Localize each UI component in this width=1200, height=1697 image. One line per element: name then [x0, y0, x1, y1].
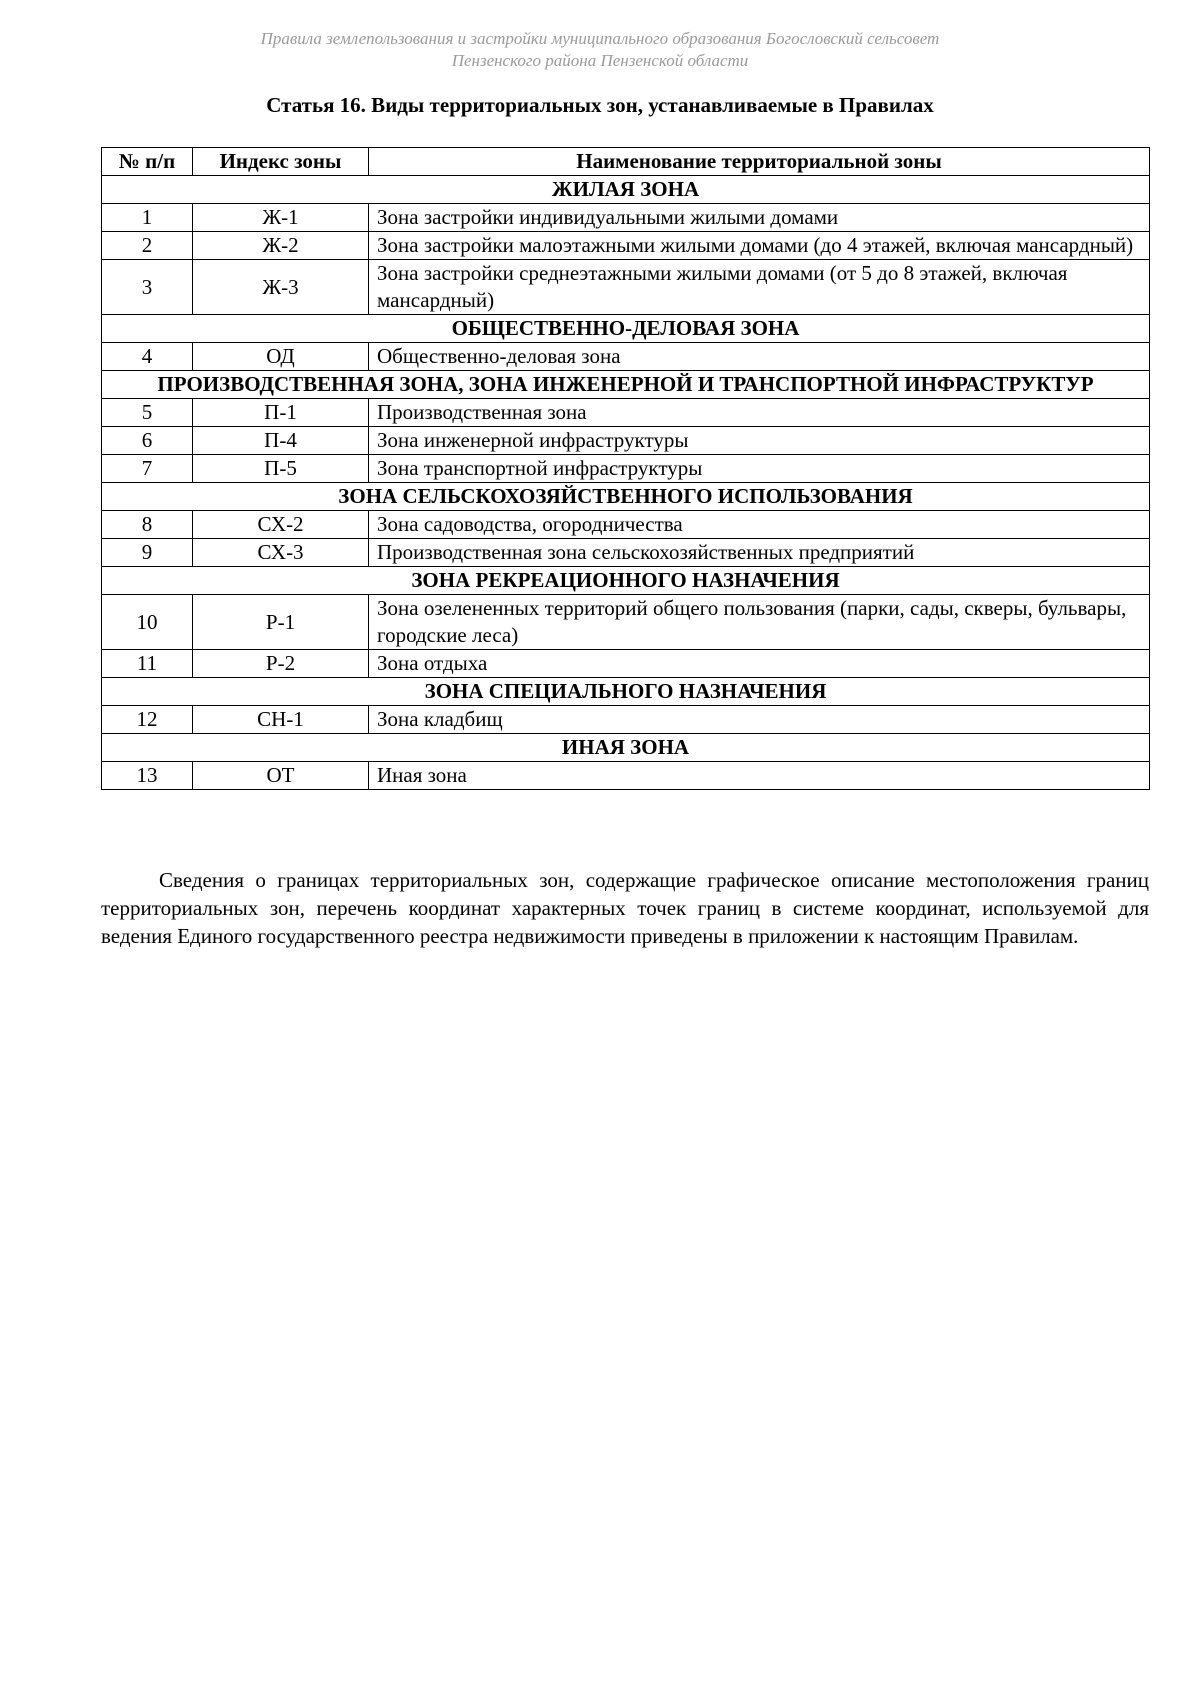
zone-number-cell: 9	[102, 539, 193, 567]
column-header-number: № п/п	[102, 148, 193, 176]
zones-table	[101, 147, 1150, 790]
zones-table-body	[102, 176, 1150, 790]
running-header-line-1: Правила землепользования и застройки муниципального образования Богословский сельсовет	[260, 29, 940, 48]
table-row	[102, 595, 1150, 650]
zone-index-cell: Ж-2	[193, 232, 369, 260]
zone-number-cell: 4	[102, 343, 193, 371]
zone-number-cell: 2	[102, 232, 193, 260]
zone-name-cell: Зона застройки индивидуальными жилыми домами	[369, 204, 1150, 232]
boundaries-paragraph: Сведения о границах территориальных зон, содержащие графическое описание местоположения границ территориальных зон, перечень координат характерных точек границ в системе координат, используемой для ведения Единого государственного реестра недвижимости приведены в приложении к настоящим Правилам.	[101, 868, 1149, 948]
section-row	[102, 315, 1150, 343]
zone-index-cell: Ж-1	[193, 204, 369, 232]
table-row	[102, 260, 1150, 315]
table-row	[102, 511, 1150, 539]
zone-index-cell: СХ-3	[193, 539, 369, 567]
table-row	[102, 232, 1150, 260]
zone-number-cell: 11	[102, 650, 193, 678]
zone-index-cell: ОТ	[193, 762, 369, 790]
section-row	[102, 371, 1150, 399]
section-title: ЗОНА СПЕЦИАЛЬНОГО НАЗНАЧЕНИЯ	[102, 678, 1150, 706]
section-title: ОБЩЕСТВЕННО-ДЕЛОВАЯ ЗОНА	[102, 315, 1150, 343]
article-title: Статья 16. Виды территориальных зон, устанавливаемые в Правилах	[266, 93, 934, 117]
zone-number-cell: 6	[102, 427, 193, 455]
section-row	[102, 734, 1150, 762]
table-row	[102, 539, 1150, 567]
table-row	[102, 650, 1150, 678]
zone-name-cell: Зона отдыха	[369, 650, 1150, 678]
table-row	[102, 455, 1150, 483]
table-row	[102, 427, 1150, 455]
zone-name-cell: Зона застройки среднеэтажными жилыми домами (от 5 до 8 этажей, включая мансардный)	[369, 260, 1150, 315]
section-title: ЗОНА РЕКРЕАЦИОННОГО НАЗНАЧЕНИЯ	[102, 567, 1150, 595]
zone-name-cell: Зона озелененных территорий общего пользования (парки, сады, скверы, бульвары, городские леса)	[369, 595, 1150, 650]
zone-index-cell: Р-1	[193, 595, 369, 650]
table-row	[102, 762, 1150, 790]
zone-number-cell: 8	[102, 511, 193, 539]
zone-name-cell: Производственная зона	[369, 399, 1150, 427]
zone-index-cell: СН-1	[193, 706, 369, 734]
running-header	[0, 28, 1200, 72]
zone-number-cell: 3	[102, 260, 193, 315]
zone-number-cell: 12	[102, 706, 193, 734]
section-row	[102, 176, 1150, 204]
zone-index-cell: Ж-3	[193, 260, 369, 315]
zone-number-cell: 13	[102, 762, 193, 790]
zone-name-cell: Производственная зона сельскохозяйственных предприятий	[369, 539, 1150, 567]
zone-index-cell: СХ-2	[193, 511, 369, 539]
table-row	[102, 399, 1150, 427]
zone-name-cell: Общественно-деловая зона	[369, 343, 1150, 371]
zone-name-cell: Зона кладбищ	[369, 706, 1150, 734]
table-row	[102, 343, 1150, 371]
zone-name-cell: Зона транспортной инфраструктуры	[369, 455, 1150, 483]
zone-number-cell: 10	[102, 595, 193, 650]
zone-name-cell: Зона инженерной инфраструктуры	[369, 427, 1150, 455]
section-row	[102, 678, 1150, 706]
zone-number-cell: 7	[102, 455, 193, 483]
section-title: ПРОИЗВОДСТВЕННАЯ ЗОНА, ЗОНА ИНЖЕНЕРНОЙ И ТРАНСПОРТНОЙ ИНФРАСТРУКТУР	[102, 371, 1150, 399]
zone-name-cell: Зона застройки малоэтажными жилыми домами (до 4 этажей, включая мансардный)	[369, 232, 1150, 260]
column-header-name: Наименование территориальной зоны	[369, 148, 1150, 176]
table-row	[102, 204, 1150, 232]
zone-index-cell: П-1	[193, 399, 369, 427]
zone-number-cell: 1	[102, 204, 193, 232]
zone-name-cell: Зона садоводства, огородничества	[369, 511, 1150, 539]
section-title: ЗОНА СЕЛЬСКОХОЗЯЙСТВЕННОГО ИСПОЛЬЗОВАНИЯ	[102, 483, 1150, 511]
zone-index-cell: П-4	[193, 427, 369, 455]
section-title: ИНАЯ ЗОНА	[102, 734, 1150, 762]
zone-index-cell: Р-2	[193, 650, 369, 678]
table-row	[102, 706, 1150, 734]
table-header-row	[102, 148, 1150, 176]
section-title: ЖИЛАЯ ЗОНА	[102, 176, 1150, 204]
zone-name-cell: Иная зона	[369, 762, 1150, 790]
section-row	[102, 483, 1150, 511]
column-header-index: Индекс зоны	[193, 148, 369, 176]
zone-number-cell: 5	[102, 399, 193, 427]
section-row	[102, 567, 1150, 595]
zone-index-cell: ОД	[193, 343, 369, 371]
running-header-line-2: Пензенского района Пензенской области	[451, 51, 749, 70]
zone-index-cell: П-5	[193, 455, 369, 483]
